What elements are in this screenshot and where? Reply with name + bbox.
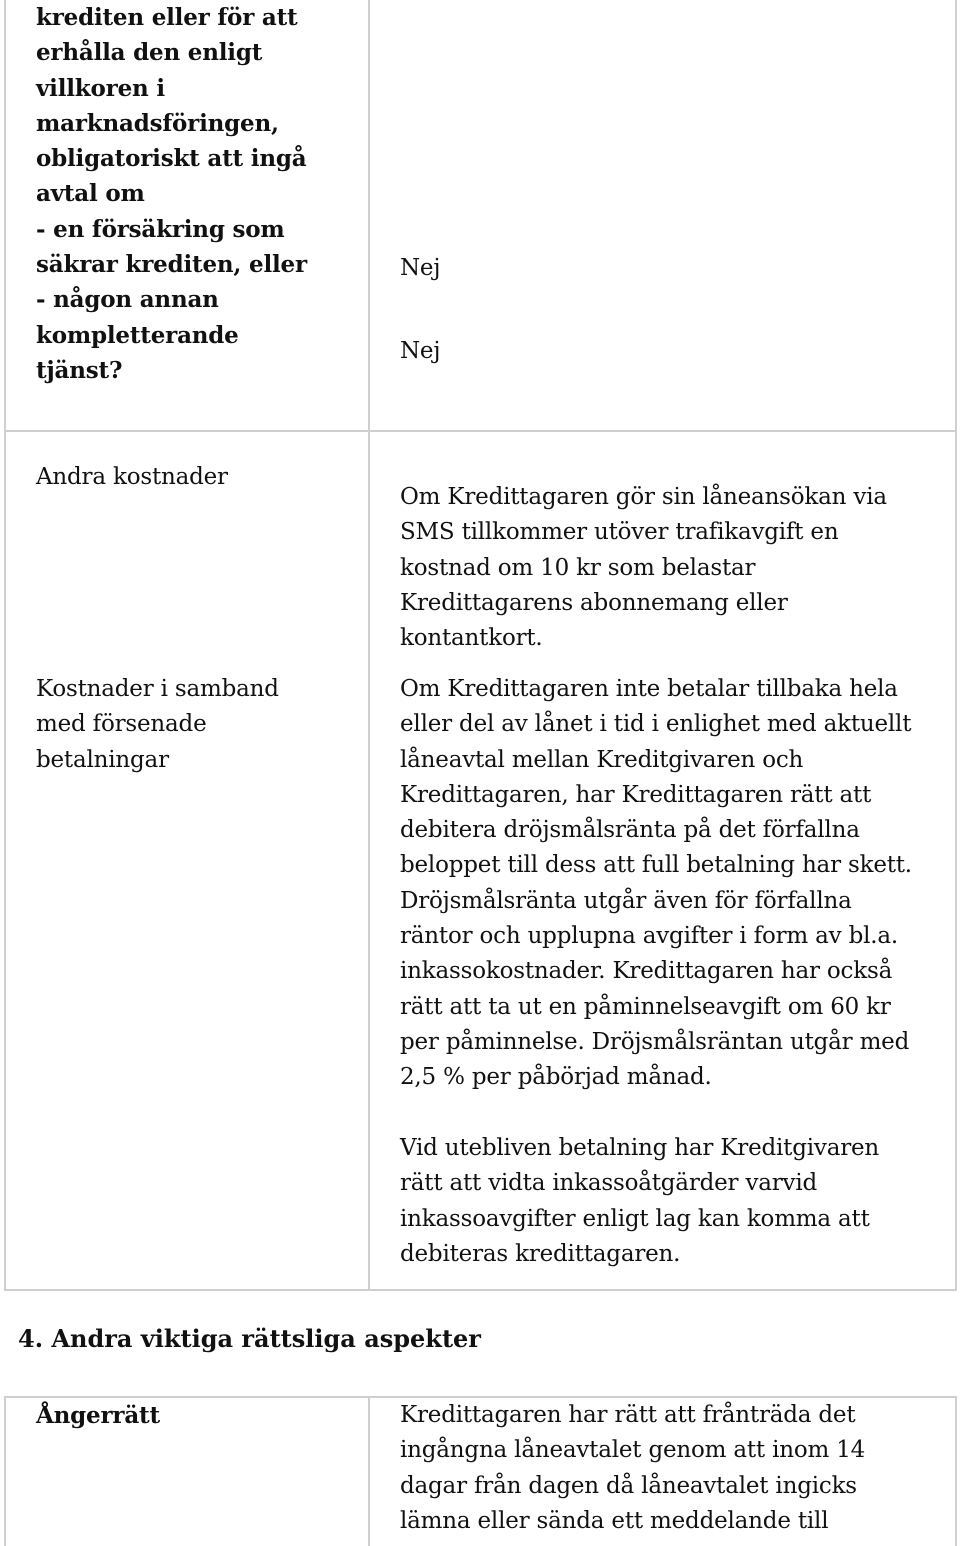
text-line: Vid utebliven betalning har Kreditgivaren	[400, 1135, 880, 1161]
insurance-question	[36, 0, 356, 388]
question-line: kompletterande	[36, 321, 239, 349]
insurance-answer-1	[400, 251, 955, 286]
text-line: låneavtal mellan Kreditgivaren och	[400, 746, 804, 773]
label-text: Andra kostnader	[36, 464, 228, 490]
question-line: krediten eller för att	[36, 4, 298, 31]
text-line: SMS tillkommer utöver trafikavgift en	[400, 519, 839, 546]
text-line: Om Kredittagaren inte betalar tillbaka hela	[400, 676, 898, 702]
answer-text: Nej	[400, 255, 441, 281]
column-divider	[368, 1398, 370, 1546]
text-line: Kredittagaren, har Kredittagaren rätt att	[400, 781, 872, 808]
late-payment-costs-label	[36, 672, 356, 778]
label-text: Ångerrätt	[36, 1402, 160, 1429]
withdrawal-right-text	[400, 1398, 955, 1539]
other-costs-label	[36, 460, 356, 495]
text-line: ingångna låneavtalet genom att inom 14	[400, 1437, 866, 1464]
section-heading: 4. Andra viktiga rättsliga aspekter	[18, 1324, 481, 1353]
question-line: säkrar krediten, eller	[36, 251, 307, 279]
text-line: Om Kredittagaren gör sin låneansökan via	[400, 484, 887, 510]
text-line: rätt att ta ut en påminnelseavgift om 60 kr	[400, 993, 891, 1020]
insurance-answer-2	[400, 334, 955, 369]
question-line: obligatoriskt att ingå	[36, 145, 307, 173]
text-line: Dröjsmålsränta utgår även för förfallna	[400, 887, 852, 914]
question-line: - en försäkring som	[36, 215, 285, 243]
withdrawal-right-label	[36, 1398, 356, 1433]
answer-text: Nej	[400, 338, 441, 364]
text-line: inkassoavgifter enligt lag kan komma att	[400, 1205, 870, 1232]
text-line: 2,5 % per påbörjad månad.	[400, 1064, 712, 1091]
question-line: - någon annan	[36, 286, 219, 314]
text-line: dagar från dagen då låneavtalet ingicks	[400, 1472, 857, 1499]
text-line: eller del av lånet i tid i enlighet med aktuellt	[400, 711, 912, 738]
credit-terms-table	[4, 0, 957, 1291]
late-payment-paragraph-1	[400, 672, 955, 1096]
label-line: Kostnader i samband	[36, 676, 279, 702]
question-line: marknadsföringen,	[36, 109, 279, 137]
text-line: debitera dröjsmålsränta på det förfallna	[400, 817, 860, 844]
label-line: betalningar	[36, 746, 169, 773]
text-line: Kredittagaren har rätt att frånträda det	[400, 1402, 856, 1428]
text-line: debiteras kredittagaren.	[400, 1240, 681, 1267]
text-line: rätt att vidta inkassoåtgärder varvid	[400, 1170, 818, 1197]
text-line: lämna eller sända ett meddelande till	[400, 1507, 829, 1534]
text-line: inkassokostnader. Kredittagaren har också	[400, 958, 893, 985]
question-line: villkoren i	[36, 74, 165, 102]
text-line: kostnad om 10 kr som belastar	[400, 554, 756, 581]
text-line: Kredittagarens abonnemang eller	[400, 589, 788, 616]
row-divider	[6, 430, 955, 432]
late-payment-paragraph-2	[400, 1131, 955, 1272]
label-line: med försenade	[36, 711, 207, 738]
text-line: beloppet till dess att full betalning har skett.	[400, 852, 912, 879]
other-costs-text	[400, 480, 955, 656]
question-line: tjänst?	[36, 356, 123, 384]
text-line: kontantkort.	[400, 625, 543, 652]
text-line: räntor och upplupna avgifter i form av bl.a.	[400, 923, 898, 950]
text-line: per påminnelse. Dröjsmålsräntan utgår med	[400, 1028, 910, 1055]
column-divider	[368, 0, 370, 1289]
legal-aspects-table	[4, 1396, 957, 1546]
question-line: erhålla den enligt	[36, 39, 263, 67]
question-line: avtal om	[36, 180, 145, 208]
